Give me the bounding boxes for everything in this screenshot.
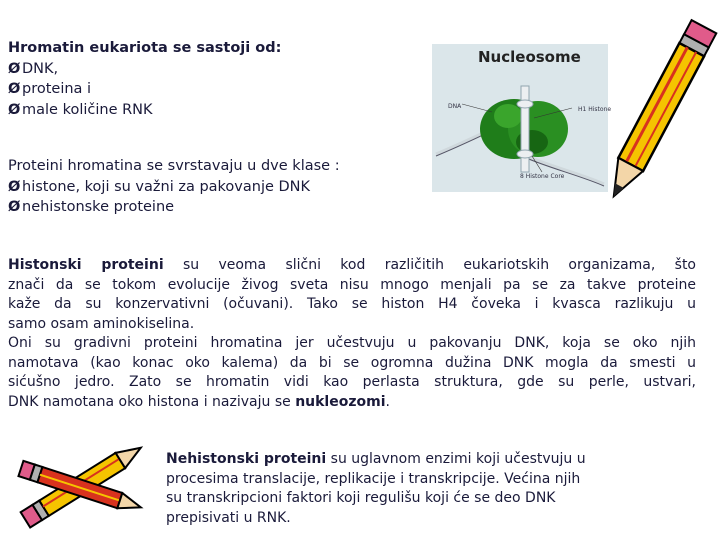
- nonhistone-paragraph: [166, 450, 646, 528]
- label-line: [462, 104, 492, 112]
- classes-heading: Proteini hromatina se svrstavaju u dve klase :: [8, 158, 340, 174]
- paragraph-line: prepisivati u RNK.: [166, 509, 291, 526]
- paragraph-line: kaže da su konzervativni (očuvani). Tako se histon H4 čoveka i kvasca razlikuju u: [8, 296, 696, 312]
- arrow-bullet-icon: Ø: [8, 178, 21, 195]
- intro-heading: Hromatin eukariota se sastoji od:: [8, 40, 282, 56]
- classes-item: Ø nehistonske proteine: [8, 197, 340, 218]
- h1-ring: [517, 150, 533, 158]
- intro-item: Ø male količine RNK: [8, 100, 281, 121]
- figure-label-dna: DNA: [448, 103, 462, 110]
- paragraph-line: DNK namotana oko histona i nazivaju se nukleozomi.: [8, 393, 390, 410]
- paragraph-line: sićušno jedro. Zato se hromatin vidi kao perlasta struktura, gde su perle, ustvari,: [8, 374, 696, 390]
- arrow-bullet-icon: Ø: [8, 101, 21, 118]
- pencil-icon: [595, 0, 720, 230]
- paragraph-line: namotava (kao konac oko kalema) da bi se ogromna dužina DNK mogla da smesti u: [8, 354, 696, 371]
- paragraph-line: Nehistonski proteini su uglavnom enzimi koji učestvuju u: [166, 451, 586, 467]
- paragraph-line: Histonski proteini su veoma slični kod različitih eukariotskih organizama, što: [8, 257, 696, 273]
- figure-title: Nucleosome: [478, 48, 581, 66]
- histone-paragraph: [8, 256, 696, 412]
- nonhistone-term: Nehistonski proteini: [166, 451, 327, 467]
- intro-item: Ø proteina i: [8, 79, 281, 100]
- histone-highlight: [494, 104, 522, 128]
- paragraph-line: Oni su gradivni proteini hromatina jer učestvuju u pakovanju DNK, koja se oko njih: [8, 335, 696, 351]
- paragraph-line: znači da se tokom evolucije živog sveta nisu mnogo menjali pa se za takve proteine: [8, 276, 696, 293]
- arrow-bullet-icon: Ø: [8, 199, 21, 215]
- classes-block: [8, 156, 340, 218]
- paragraph-line: su transkripcioni faktori koji regulišu koji će se deo DNK: [166, 490, 556, 506]
- crossed-pencils-icon: [0, 425, 160, 540]
- intro-item: Ø DNK,: [8, 59, 281, 80]
- figure-label-h1: H1 Histone: [578, 106, 612, 113]
- nucleosome-illustration: [432, 44, 608, 192]
- intro-block: [8, 38, 281, 120]
- arrow-bullet-icon: Ø: [8, 81, 21, 97]
- classes-item: Ø histone, koji su važni za pakovanje DNK: [8, 177, 340, 198]
- h1-histone-bar: [521, 86, 529, 172]
- figure-label-core: 8 Histone Core: [520, 173, 565, 180]
- histone-term: Histonski proteini: [8, 257, 164, 273]
- nucleosome-term: nukleozomi: [295, 393, 386, 410]
- paragraph-line: procesima translacije, replikacije i transkripcije. Većina njih: [166, 470, 581, 487]
- h1-ring: [517, 100, 533, 108]
- arrow-bullet-icon: Ø: [8, 60, 21, 77]
- paragraph-line: samo osam aminokiselina.: [8, 315, 195, 332]
